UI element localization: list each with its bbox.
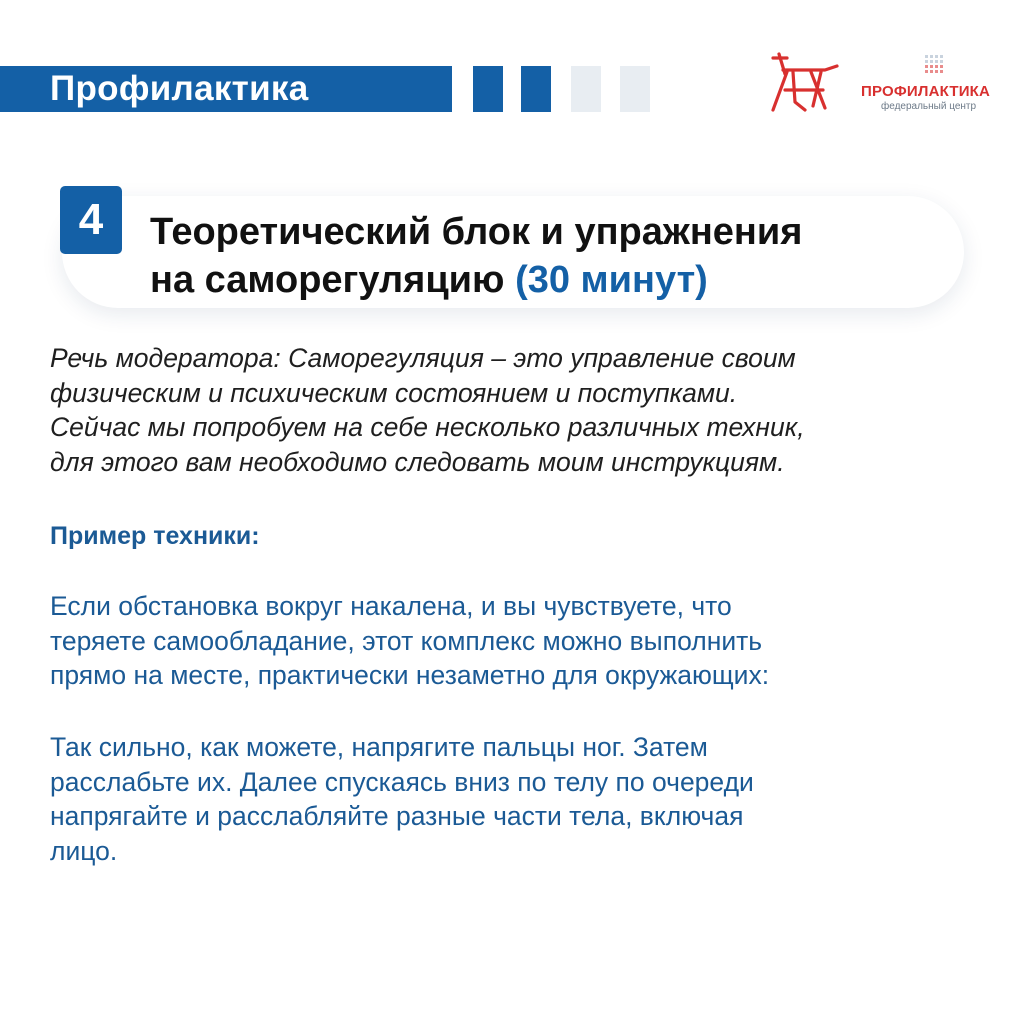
section-title-line-2: на саморегуляцию [150, 259, 505, 301]
logo-name: ПРОФИЛАКТИКА [861, 83, 991, 100]
moderator-speech [50, 341, 990, 479]
paragraph-line: Так сильно, как можете, напрягите пальцы ног. Затем [50, 732, 708, 762]
section-duration: (30 минут) [515, 259, 708, 301]
section-number-badge: 4 [60, 186, 122, 254]
paragraph-line: расслабьте их. Далее спускаясь вниз по телу по очереди [50, 766, 754, 797]
technique-paragraph-2 [50, 730, 990, 868]
decorative-block-dark-1 [473, 66, 503, 112]
page-title: Профилактика [50, 69, 309, 108]
speech-line: для этого вам необходимо следовать моим инструкциям. [50, 446, 785, 477]
paragraph-line: лицо. [50, 835, 118, 866]
section-title-line-1: Теоретический блок и упражнения [150, 211, 803, 253]
paragraph-line: прямо на месте, практически незаметно для окружающих: [50, 660, 770, 690]
logo-grid-icon [925, 55, 945, 75]
paragraph-line: теряете самообладание, этот комплекс можно выполнить [50, 625, 763, 656]
speech-line: Сейчас мы попробуем на себе несколько различных техник, [50, 412, 805, 442]
decorative-block-light-2 [620, 66, 650, 112]
logo-subtitle: федеральный центр [881, 101, 977, 112]
section-title [150, 208, 802, 304]
speech-line: Речь модератора: Саморегуляция – это управление своим [50, 343, 796, 373]
profilaktika-logo [765, 50, 1015, 120]
paragraph-line: напрягайте и расслабляйте разные части тела, включая [50, 801, 744, 831]
speech-line: физическим и психическим состоянием и поступками. [50, 377, 738, 408]
paragraph-line: Если обстановка вокруг накалена, и вы чувствуете, что [50, 591, 732, 621]
decorative-block-dark-2 [521, 66, 551, 112]
technique-paragraph-1 [50, 589, 990, 693]
logo-mark-icon [765, 50, 843, 116]
example-heading: Пример техники: [50, 522, 260, 550]
decorative-block-light-1 [571, 66, 601, 112]
